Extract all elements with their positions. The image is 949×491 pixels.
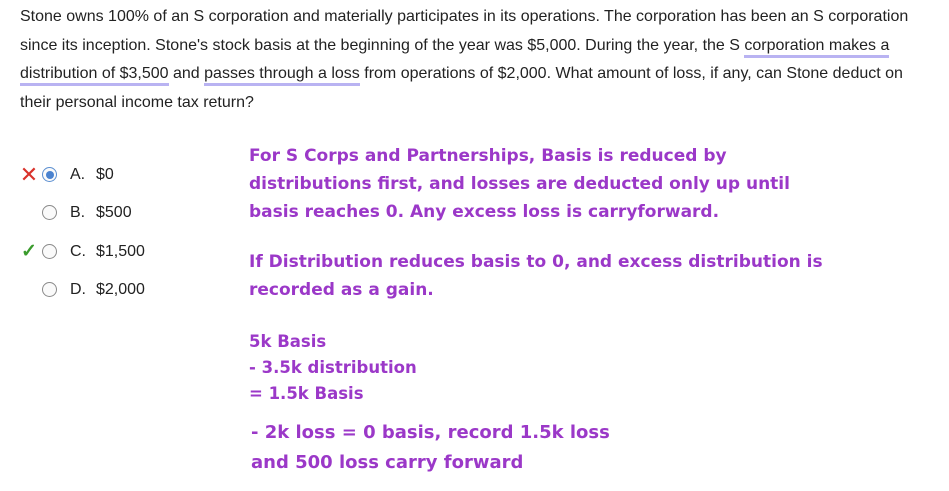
note-loss-result — [251, 418, 610, 478]
note-gain-line-2: recorded as a gain. — [249, 280, 434, 300]
option-a-value: $0 — [96, 166, 114, 183]
note-rule-line-1: For S Corps and Partnerships, Basis is reduced by — [249, 146, 727, 166]
note-calc-line-3: = 1.5k Basis — [249, 384, 364, 403]
note-result-line-1: - 2k loss = 0 basis, record 1.5k loss — [251, 422, 610, 443]
option-c-value: $1,500 — [96, 243, 145, 260]
note-gain-line-1: If Distribution reduces basis to 0, and excess distribution is — [249, 252, 823, 272]
option-a[interactable] — [18, 164, 228, 186]
radio-option-a[interactable] — [42, 167, 57, 182]
question-part-1: Stone owns 100% of an S corporation and materially participates in its operations. The corporation has been an S corporation since its inception. Stone's stock basis at the beginning of the year was $5,000. During the year, the S — [20, 8, 909, 54]
option-d-letter: D. — [70, 281, 86, 298]
option-c-letter: C. — [70, 243, 86, 260]
note-calc-line-1: 5k Basis — [249, 332, 327, 351]
note-basis-rule — [249, 142, 809, 226]
incorrect-mark-icon: ✕ — [19, 162, 39, 187]
highlight-loss: passes through a loss — [204, 65, 360, 86]
radio-option-c[interactable] — [42, 244, 57, 259]
option-b[interactable] — [18, 202, 228, 224]
correct-mark-icon: ✓ — [21, 241, 37, 262]
note-rule-line-3: basis reaches 0. Any excess loss is carryforward. — [249, 202, 720, 222]
option-d-value: $2,000 — [96, 281, 145, 298]
note-calc-line-2: - 3.5k distribution — [249, 358, 417, 377]
highlight-distribution: corporation makes a distribution of $3,500 — [20, 37, 889, 87]
note-distribution-gain — [249, 248, 823, 304]
option-a-letter: A. — [70, 166, 86, 183]
note-basis-calculation — [249, 329, 417, 407]
option-d[interactable] — [18, 279, 228, 301]
question-text — [20, 3, 920, 117]
note-result-line-2: and 500 loss carry forward — [251, 452, 524, 473]
radio-option-d[interactable] — [42, 282, 57, 297]
option-c[interactable] — [18, 241, 228, 263]
note-rule-line-2: distributions first, and losses are deducted only up until — [249, 174, 790, 194]
radio-option-b[interactable] — [42, 205, 57, 220]
option-b-letter: B. — [70, 204, 86, 221]
question-part-3: from operations of $2,000. What amount of loss, if any, can Stone deduct on their personal income tax return? — [20, 65, 903, 111]
question-part-2: and — [168, 65, 205, 83]
option-b-value: $500 — [96, 204, 132, 221]
